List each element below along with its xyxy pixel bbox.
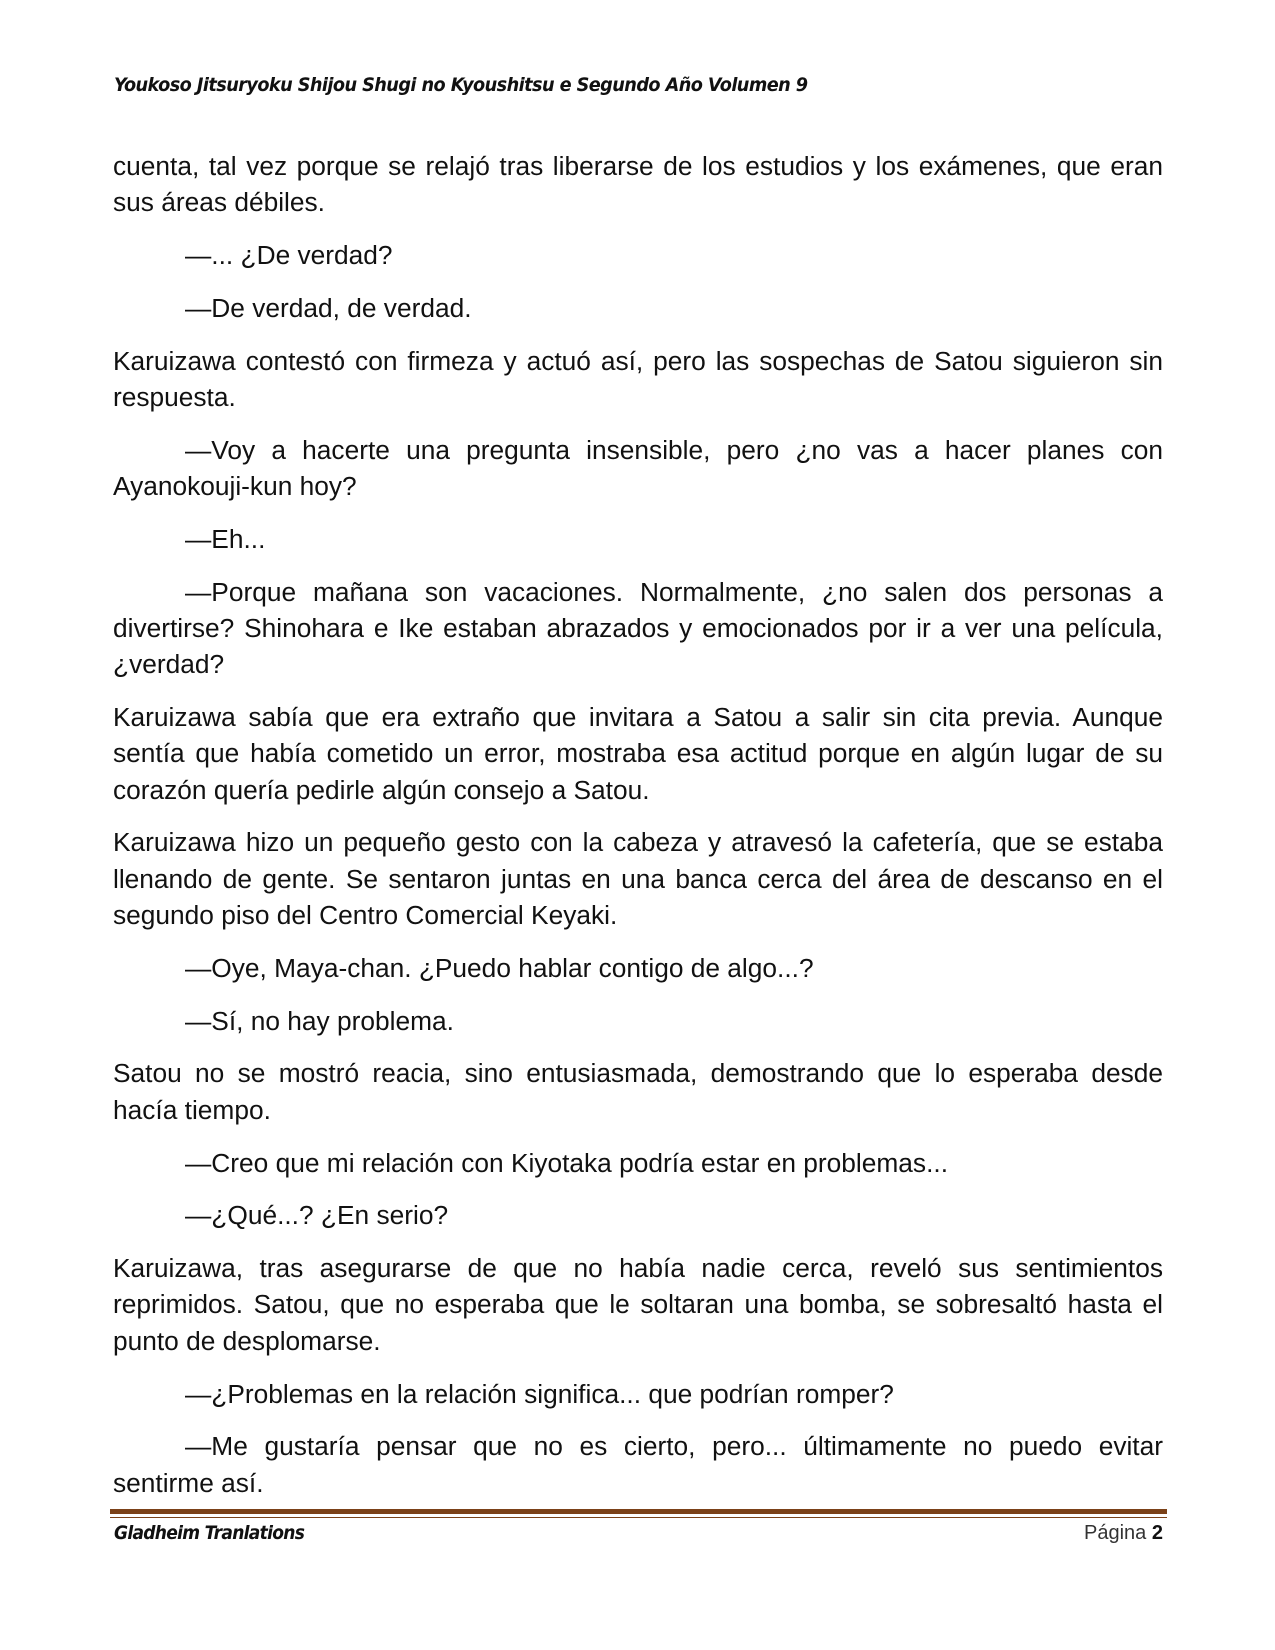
dialogue-paragraph: —Voy a hacerte una pregunta insensible, pero ¿no vas a hacer planes con Ayanokouji-kun hoy?: [113, 434, 1163, 502]
page-label: Página: [1084, 1522, 1147, 1544]
narrative-paragraph: Karuizawa contestó con firmeza y actuó así, pero las sospechas de Satou siguieron sin respuesta.: [113, 345, 1163, 412]
dialogue-paragraph: —Eh...: [185, 523, 266, 554]
dialogue-paragraph: —Creo que mi relación con Kiyotaka podría estar en problemas...: [185, 1147, 948, 1178]
narrative-paragraph: Satou no se mostró reacia, sino entusiasmada, demostrando que lo esperaba desde hacía tiempo.: [113, 1058, 1163, 1125]
page-number: [1084, 1522, 1163, 1545]
page-number-value: 2: [1151, 1522, 1163, 1544]
running-header: Youkoso Jitsuryoku Shijou Shugi no Kyoushitsu e Segundo Año Volumen 9: [114, 74, 808, 96]
narrative-paragraph: cuenta, tal vez porque se relajó tras liberarse de los estudios y los exámenes, que eran sus áreas débiles.: [113, 151, 1163, 218]
narrative-paragraph: Karuizawa hizo un pequeño gesto con la cabeza y atravesó la cafetería, que se estaba llenando de gente. Se sentaron juntas en una banca cerca del área de descanso en el segundo piso del Centro Comercial Keyaki.: [113, 827, 1163, 931]
dialogue-paragraph: —... ¿De verdad?: [185, 240, 393, 271]
dialogue-paragraph: —¿Qué...? ¿En serio?: [185, 1200, 449, 1231]
narrative-paragraph: Karuizawa, tras asegurarse de que no había nadie cerca, reveló sus sentimientos reprimidos. Satou, que no esperaba que le soltaran una bomba, se sobresaltó hasta el punto de desplomarse.: [113, 1253, 1163, 1356]
footer-rule-thin: [110, 1517, 1167, 1518]
dialogue-paragraph: —Sí, no hay problema.: [185, 1005, 454, 1036]
body-text: [113, 148, 1163, 1517]
dialogue-paragraph: —¿Problemas en la relación significa... que podrían romper?: [185, 1378, 894, 1409]
footer-rule: [110, 1509, 1167, 1514]
dialogue-paragraph: —Porque mañana son vacaciones. Normalmente, ¿no salen dos personas a divertirse? Shinohara e Ike estaban abrazados y emocionados por ir a ver una película, ¿verdad?: [113, 576, 1163, 680]
narrative-paragraph: Karuizawa sabía que era extraño que invitara a Satou a salir sin cita previa. Aunque sentía que había cometido un error, mostraba esa actitud porque en algún lugar de su corazón quería pedirle algún consejo a Satou.: [113, 702, 1163, 805]
footer-credit: Gladheim Tranlations: [114, 1522, 305, 1544]
dialogue-paragraph: —Me gustaría pensar que no es cierto, pero... últimamente no puedo evitar sentirme así.: [113, 1431, 1163, 1498]
dialogue-paragraph: —De verdad, de verdad.: [185, 292, 472, 323]
dialogue-paragraph: —Oye, Maya-chan. ¿Puedo hablar contigo de algo...?: [185, 952, 814, 983]
